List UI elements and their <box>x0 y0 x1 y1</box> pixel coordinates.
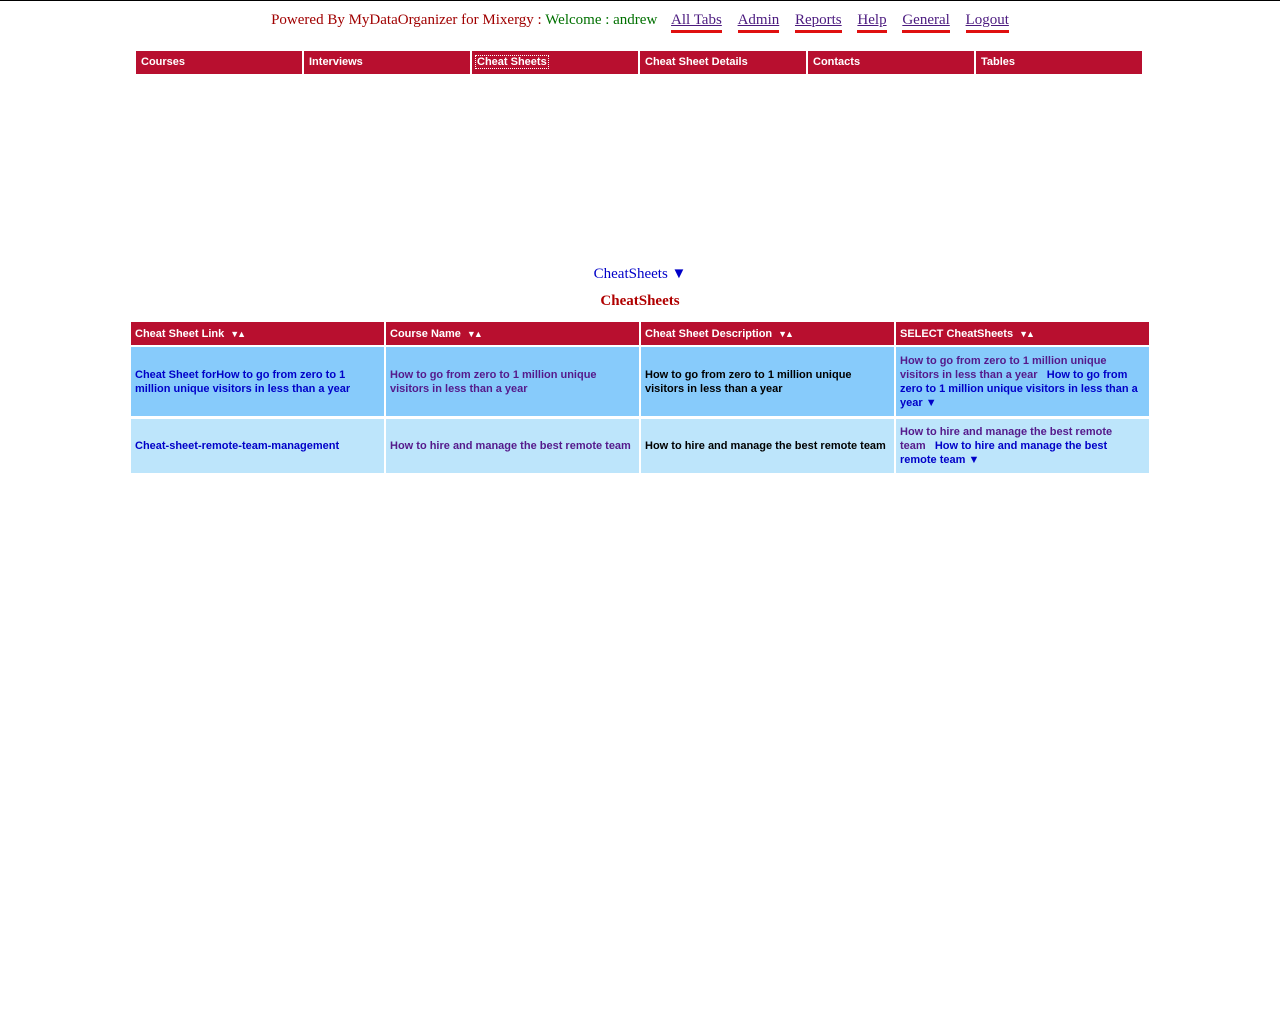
column-header-course-name[interactable] <box>386 322 639 347</box>
column-header-cheat-sheet-link[interactable] <box>131 322 384 347</box>
column-header-description[interactable] <box>641 322 894 347</box>
cell-link <box>131 419 384 476</box>
tab-label: Courses <box>141 56 186 68</box>
cheatsheets-table <box>129 322 1151 476</box>
column-label: Cheat Sheet Description <box>645 327 773 340</box>
select-link[interactable]: How to hire and manage the best remote team <box>900 426 1113 452</box>
cell-description <box>641 347 894 419</box>
column-header-select[interactable] <box>896 322 1149 347</box>
column-label: Cheat Sheet Link <box>135 327 225 340</box>
tab-courses[interactable] <box>136 51 302 74</box>
select-dropdown-link[interactable]: How to hire and manage the best remote team ▼ <box>900 440 1108 466</box>
column-label: Course Name <box>390 327 461 340</box>
cell-select <box>896 347 1149 419</box>
description-text: How to hire and manage the best remote team <box>645 440 886 452</box>
reports-link[interactable]: Reports <box>795 11 842 33</box>
cell-description <box>641 419 894 476</box>
tab-label: Contacts <box>813 56 861 68</box>
admin-link[interactable]: Admin <box>738 11 780 33</box>
cell-link <box>131 347 384 419</box>
tab-cheat-sheet-details[interactable] <box>640 51 806 74</box>
general-link[interactable]: General <box>902 11 949 33</box>
cell-course <box>386 347 639 419</box>
table-row <box>131 347 1149 419</box>
course-link[interactable]: How to hire and manage the best remote team <box>390 440 631 452</box>
logout-link[interactable]: Logout <box>966 11 1009 33</box>
tab-label: Interviews <box>309 56 363 68</box>
cheat-sheet-link[interactable]: Cheat Sheet forHow to go from zero to 1 million unique visitors in less than a year <box>135 368 351 395</box>
powered-by-text: Powered By MyDataOrganizer for Mixergy : <box>271 12 542 28</box>
course-link[interactable]: How to go from zero to 1 million unique visitors in less than a year <box>390 368 597 395</box>
welcome-text: Welcome : andrew <box>545 12 658 28</box>
all-tabs-link[interactable]: All Tabs <box>671 11 722 33</box>
tab-tables[interactable] <box>976 51 1142 74</box>
column-label: SELECT CheatSheets <box>900 327 1014 340</box>
description-text: How to go from zero to 1 million unique visitors in less than a year <box>645 368 852 395</box>
tab-label: Tables <box>981 56 1016 68</box>
tab-cheat-sheets[interactable] <box>472 51 638 74</box>
cell-select <box>896 419 1149 476</box>
tab-bar <box>136 51 1142 74</box>
table-header-row <box>131 322 1149 347</box>
help-link[interactable]: Help <box>857 11 886 33</box>
select-link[interactable]: How to go from zero to 1 million unique visitors in less than a year <box>900 354 1107 381</box>
cheat-sheet-link[interactable]: Cheat-sheet-remote-team-management <box>135 440 340 452</box>
tab-interviews[interactable] <box>304 51 470 74</box>
tab-label: Cheat Sheets <box>477 56 547 68</box>
sort-icon[interactable]: ▼▲ <box>778 328 792 339</box>
sort-icon[interactable]: ▼▲ <box>466 328 481 339</box>
select-dropdown-link[interactable]: How to go from zero to 1 million unique visitors in less than a year ▼ <box>900 368 1138 409</box>
cell-course <box>386 419 639 476</box>
sort-icon[interactable]: ▼▲ <box>1019 328 1033 339</box>
tab-label: Cheat Sheet Details <box>645 56 748 68</box>
cheatsheets-dropdown[interactable]: CheatSheets ▼ <box>593 266 687 282</box>
sort-icon[interactable]: ▼▲ <box>230 328 245 339</box>
page-title: CheatSheets <box>600 293 680 309</box>
table-row <box>131 419 1149 476</box>
tab-contacts[interactable] <box>808 51 974 74</box>
top-bar <box>0 11 1280 33</box>
